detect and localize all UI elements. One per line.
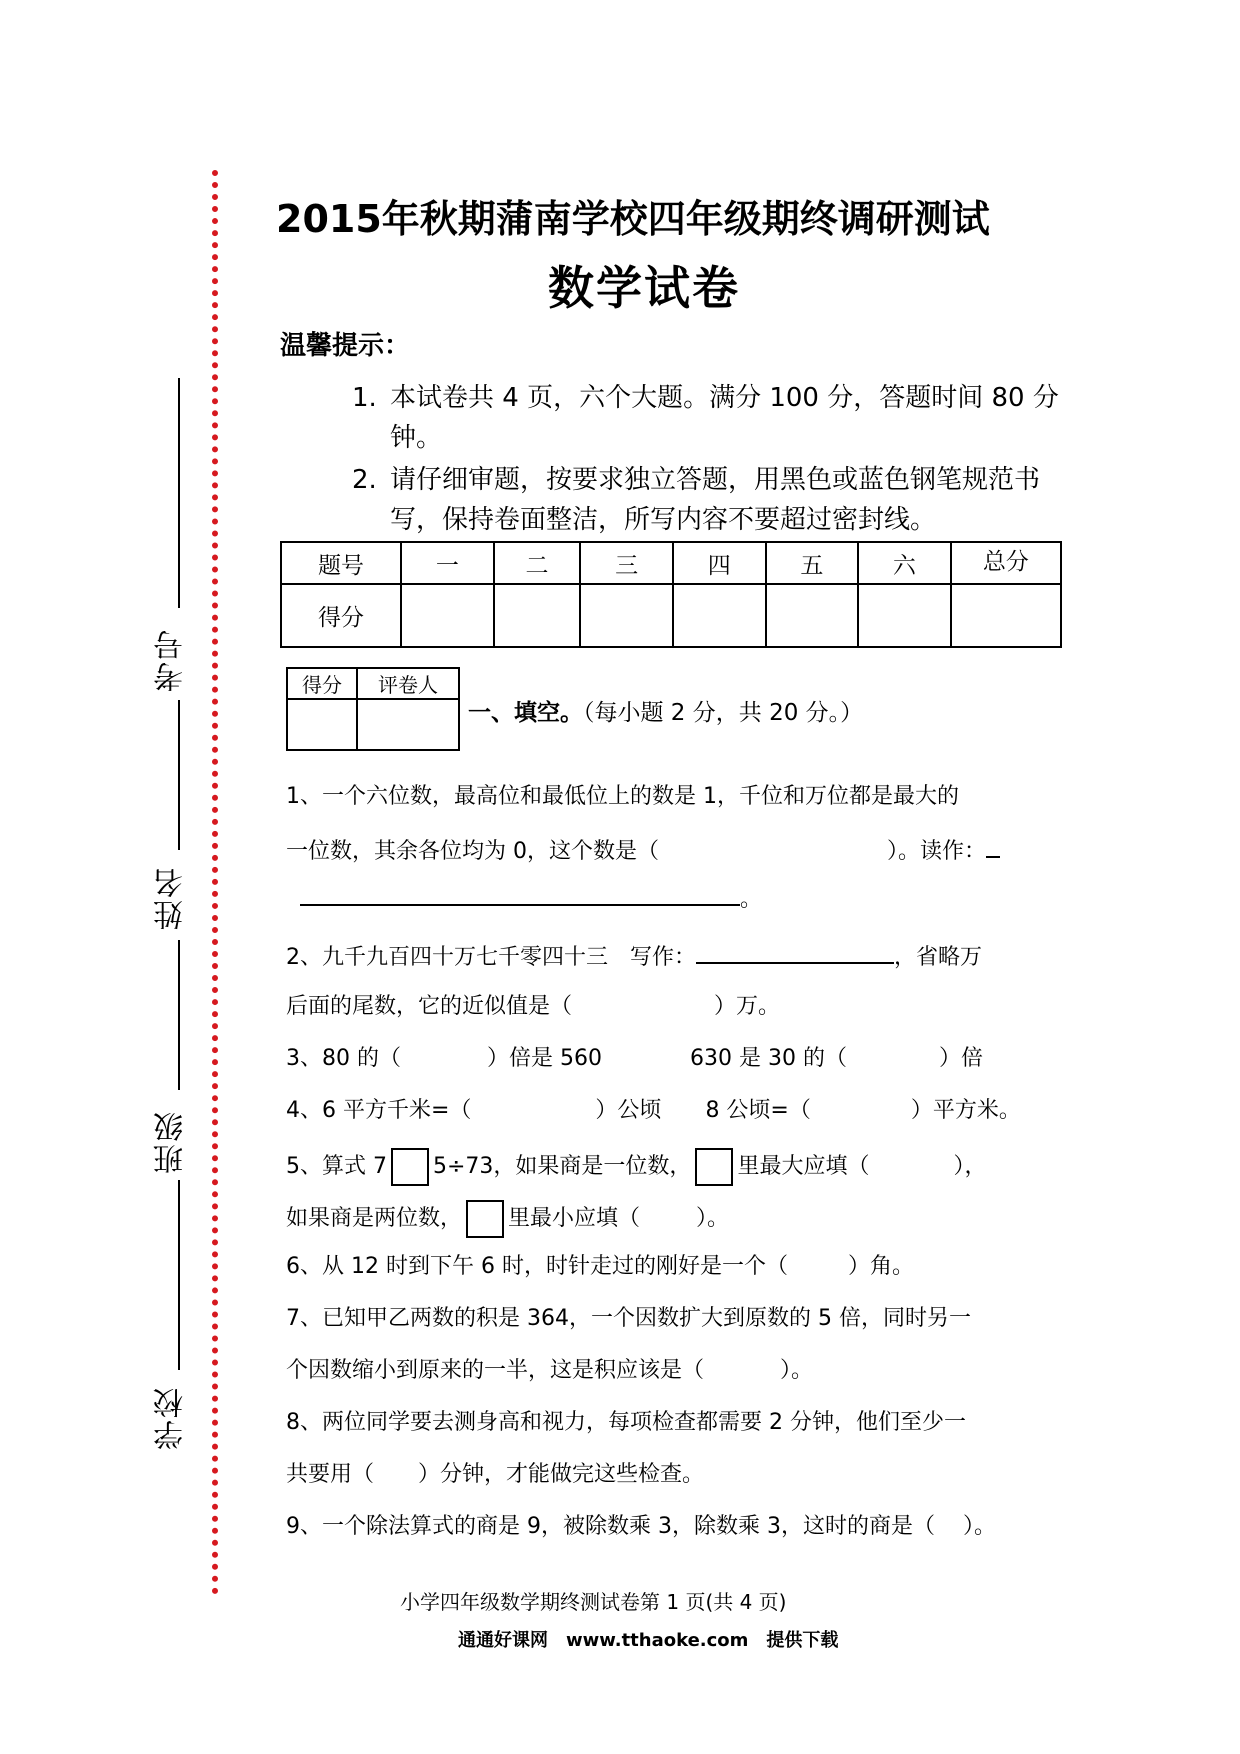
q8-text-b: ）分钟，才能做完这些检查。 [418, 1462, 705, 1487]
score-row-label: 得分 [281, 584, 401, 647]
tip-number: 1. [352, 383, 377, 413]
q1-text-b: ）。读作： [887, 839, 987, 864]
q1-text-c: 。 [740, 887, 763, 912]
question-1-line2 [286, 834, 1000, 867]
question-5-line1 [286, 1148, 986, 1186]
exam-title: 2015年秋期蒲南学校四年级期终调研测试 [276, 197, 990, 241]
q7-text-b: ）。 [780, 1358, 814, 1383]
question-1-line1: 1、一个六位数，最高位和最低位上的数是 1，千位和万位都是最大的 [286, 784, 959, 809]
score-header: 四 [673, 542, 766, 584]
q5-text-f: 里最小应填（ [508, 1206, 641, 1231]
score-header: 六 [858, 542, 951, 584]
grader-cell[interactable] [357, 699, 459, 750]
q5-text-c: 里最大应填（ [737, 1154, 870, 1179]
answer-blank[interactable] [986, 834, 1000, 858]
score-cell[interactable] [580, 584, 673, 647]
tip-item [352, 460, 1072, 540]
score-cell[interactable] [401, 584, 494, 647]
tip-number: 2. [352, 465, 377, 495]
tip-text: 本试卷共 4 页，六个大题。满分 100 分，答题时间 80 分钟。 [390, 383, 1059, 453]
answer-blank[interactable] [696, 940, 894, 964]
score-header: 三 [580, 542, 673, 584]
q4-text-a: 4、6 平方千米=（ [286, 1098, 472, 1123]
q2-text-a: 2、九千九百四十万七千零四十三 写作： [286, 945, 696, 970]
exam-subtitle: 数学试卷 [548, 261, 740, 315]
q5-text-b: 5÷73，如果商是一位数， [433, 1154, 692, 1179]
question-8-line1: 8、两位同学要去测身高和视力，每项检查都需要 2 分钟，他们至少一 [286, 1410, 966, 1435]
q6-text-b: ）角。 [847, 1254, 914, 1279]
q3-text-d: ）倍 [938, 1046, 983, 1071]
grader-header: 评卷人 [357, 668, 459, 699]
q2-text-b: ，省略万 [894, 945, 983, 970]
section-note: （每小题 2 分，共 20 分。） [583, 700, 864, 726]
q7-text-a: 个因数缩小到原来的一半，这是积应该是（ [286, 1358, 705, 1383]
tip-item [352, 378, 1072, 458]
q9-text-b: ）。 [962, 1514, 996, 1539]
question-1-line3 [300, 882, 762, 915]
score-table [280, 541, 1062, 648]
q2-text-c: 后面的尾数，它的近似值是（ [286, 994, 573, 1019]
q2-text-d: ）万。 [714, 994, 781, 1019]
score-cell[interactable] [766, 584, 859, 647]
school-line-top [178, 1180, 180, 1370]
score-cell[interactable] [951, 584, 1061, 647]
score-cell[interactable] [858, 584, 951, 647]
q5-text-a: 5、算式 7 [286, 1154, 387, 1179]
section-heading [468, 694, 863, 727]
question-5-line2 [286, 1200, 729, 1238]
grader-header: 得分 [287, 668, 357, 699]
score-header: 题号 [281, 542, 401, 584]
grader-cell[interactable] [287, 699, 357, 750]
score-header: 一 [401, 542, 494, 584]
q1-text-a: 一位数，其余各位均为 0，这个数是（ [286, 839, 659, 864]
tip-text: 请仔细审题，按要求独立答题，用黑色或蓝色钢笔规范书写，保持卷面整洁，所写内容不要超过密封线。 [390, 465, 1041, 535]
digit-box[interactable] [695, 1148, 733, 1186]
question-3 [286, 1044, 983, 1074]
q8-text-a: 共要用（ [286, 1462, 375, 1487]
digit-box[interactable] [466, 1200, 504, 1238]
q4-text-c: 8 公顷=（ [705, 1098, 811, 1123]
question-2-line2 [286, 992, 780, 1022]
q3-text-c: 630 是 30 的（ [690, 1046, 847, 1071]
tips-heading: 温馨提示： [280, 331, 411, 361]
question-7-line1: 7、已知甲乙两数的积是 364，一个因数扩大到原数的 5 倍，同时另一 [286, 1306, 971, 1331]
seal-dotted-line [212, 170, 218, 1595]
seal-label-name: 姓名 [154, 866, 189, 930]
score-header: 二 [494, 542, 581, 584]
score-header: 总分 [951, 542, 1061, 584]
seal-label-school: 学校 [154, 1386, 189, 1450]
seal-label-exam-number: 考号 [154, 628, 189, 692]
exam-number-line [178, 378, 180, 608]
score-cell[interactable] [673, 584, 766, 647]
score-header: 五 [766, 542, 859, 584]
seal-label-class: 班级 [154, 1110, 189, 1174]
digit-box[interactable] [391, 1148, 429, 1186]
q4-text-b: ）公顷 [595, 1098, 662, 1123]
q5-text-d: ）， [953, 1154, 987, 1179]
question-4 [286, 1096, 1021, 1126]
question-7-line2 [286, 1356, 813, 1386]
question-6 [286, 1252, 914, 1282]
source-footer: 通通好课网 www.tthaoke.com 提供下载 [458, 1630, 839, 1651]
question-8-line2 [286, 1460, 704, 1490]
q5-text-g: ）。 [696, 1206, 730, 1231]
answer-blank[interactable] [300, 882, 740, 906]
page-footer: 小学四年级数学期终测试卷第 1 页(共 4 页) [400, 1590, 787, 1614]
score-cell[interactable] [494, 584, 581, 647]
q9-text-a: 9、一个除法算式的商是 9，被除数乘 3，除数乘 3，这时的商是（ [286, 1514, 935, 1539]
q3-text-a: 3、80 的（ [286, 1046, 401, 1071]
section-title: 一、填空。 [468, 700, 583, 726]
q6-text-a: 6、从 12 时到下午 6 时，时针走过的刚好是一个（ [286, 1254, 788, 1279]
q5-text-e: 如果商是两位数， [286, 1206, 463, 1231]
name-line-top [178, 700, 180, 850]
q3-text-b: ）倍是 560 [487, 1046, 602, 1071]
q4-text-d: ）平方米。 [910, 1098, 1021, 1123]
class-line-top [178, 940, 180, 1090]
grader-table [286, 667, 460, 751]
question-2-line1 [286, 940, 982, 973]
question-9 [286, 1512, 996, 1542]
